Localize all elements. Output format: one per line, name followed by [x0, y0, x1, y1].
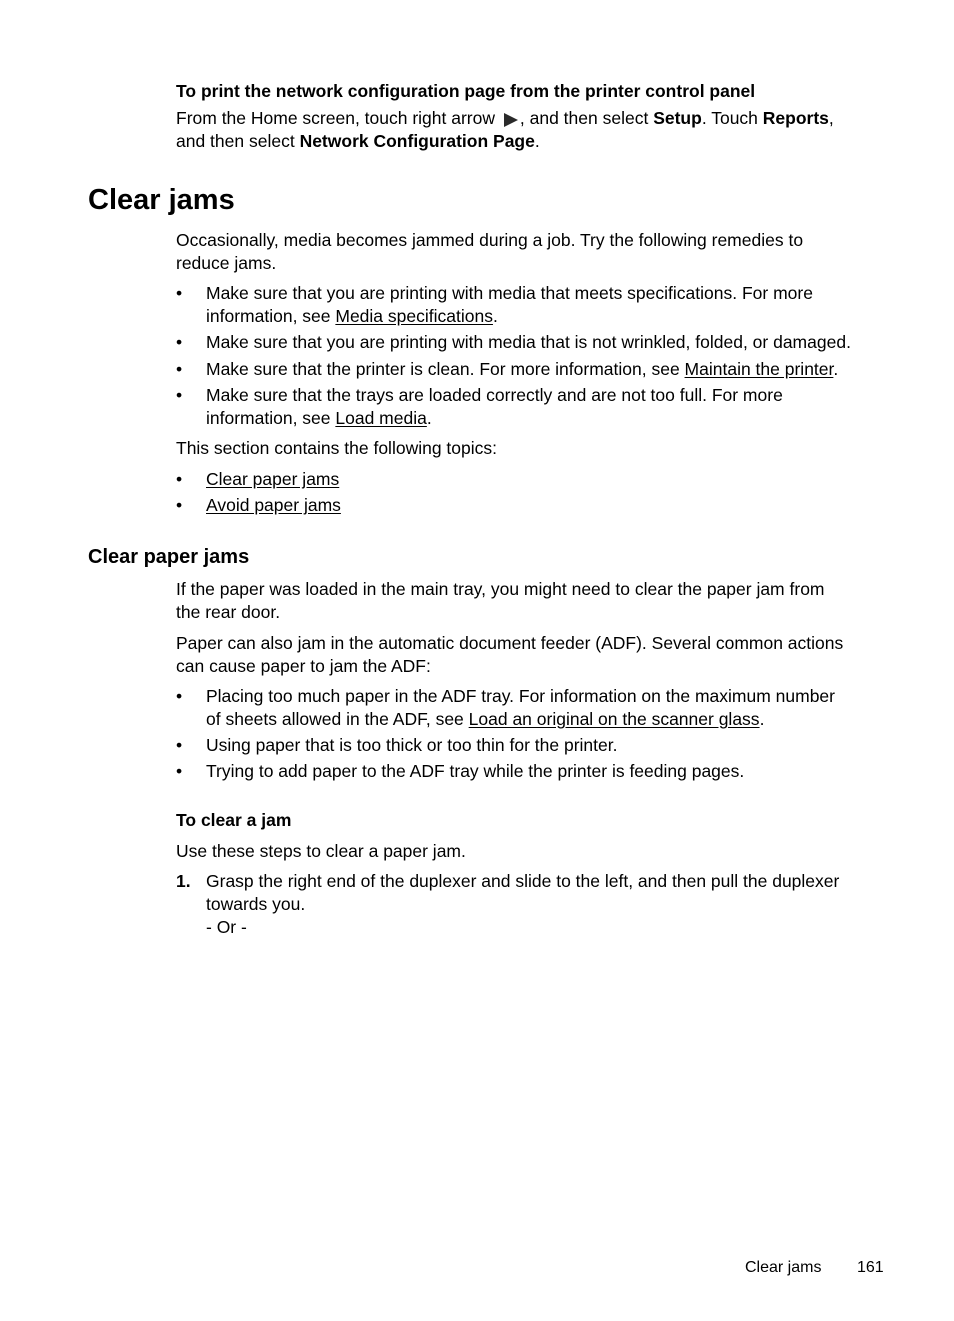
maintain-printer-link[interactable]: Maintain the printer	[684, 359, 834, 379]
media-specifications-link[interactable]: Media specifications	[335, 306, 493, 326]
section-heading: Clear paper jams	[88, 546, 250, 568]
topics-list	[176, 468, 888, 517]
paragraph: If the paper was loaded in the main tray, you might need to clear the paper jam from the rear door.	[176, 579, 825, 622]
list-item: • Trying to add paper to the ADF tray while the printer is feeding pages.	[176, 761, 745, 781]
page-number: 161	[857, 1259, 884, 1276]
load-media-link[interactable]: Load media	[335, 408, 427, 428]
list-item: • Clear paper jams	[176, 469, 340, 489]
clear-paper-jams-section	[176, 578, 888, 783]
setup-label: Setup	[653, 108, 702, 128]
procedure-title: To clear a jam	[176, 810, 292, 830]
step-number: 1.	[176, 871, 191, 891]
network-config-procedure	[176, 80, 888, 153]
remedies-list	[176, 282, 888, 430]
network-config-page-label: Network Configuration Page	[299, 131, 535, 151]
procedure-title: To print the network configuration page from the printer control panel	[176, 81, 756, 101]
list-item: • Avoid paper jams	[176, 495, 341, 515]
or-separator: - Or -	[206, 917, 247, 937]
clear-a-jam-procedure	[176, 809, 888, 939]
page-title: Clear jams	[88, 184, 235, 216]
list-item: • Make sure that the trays are loaded correctly and are not too full. For more information, see Load media.	[176, 385, 783, 428]
load-original-scanner-glass-link[interactable]: Load an original on the scanner glass	[468, 709, 760, 729]
avoid-paper-jams-link[interactable]: Avoid paper jams	[206, 495, 341, 515]
clear-paper-jams-link[interactable]: Clear paper jams	[206, 469, 340, 489]
causes-list	[176, 685, 888, 783]
procedure-text: From the Home screen, touch right arrow , and then select Setup. Touch Reports, and then select Network Configuration Page.	[176, 108, 834, 151]
footer-section-name: Clear jams	[745, 1259, 822, 1276]
step-item: 1. Grasp the right end of the duplexer and slide to the left, and then pull the duplexer towards you. - Or -	[176, 871, 840, 937]
list-item: • Using paper that is too thick or too thin for the printer.	[176, 735, 618, 755]
list-item: • Placing too much paper in the ADF tray. For information on the maximum number of sheets allowed in the ADF, see Load an original on the scanner glass.	[176, 686, 835, 729]
intro-paragraph: Occasionally, media becomes jammed during a job. Try the following remedies to reduce jams.	[176, 230, 804, 273]
reports-label: Reports	[762, 108, 829, 128]
paragraph: Paper can also jam in the automatic document feeder (ADF). Several common actions can cause paper to jam the ADF:	[176, 633, 844, 676]
procedure-intro: Use these steps to clear a paper jam.	[176, 841, 466, 861]
clear-jams-section	[176, 229, 888, 517]
list-item: • Make sure that you are printing with media that is not wrinkled, folded, or damaged.	[176, 332, 851, 352]
topics-intro: This section contains the following topics:	[176, 438, 497, 458]
list-item: • Make sure that the printer is clean. For more information, see Maintain the printer.	[176, 359, 839, 379]
right-arrow-icon	[504, 113, 518, 127]
list-item: • Make sure that you are printing with media that meets specifications. For more information, see Media specifications.	[176, 283, 813, 326]
